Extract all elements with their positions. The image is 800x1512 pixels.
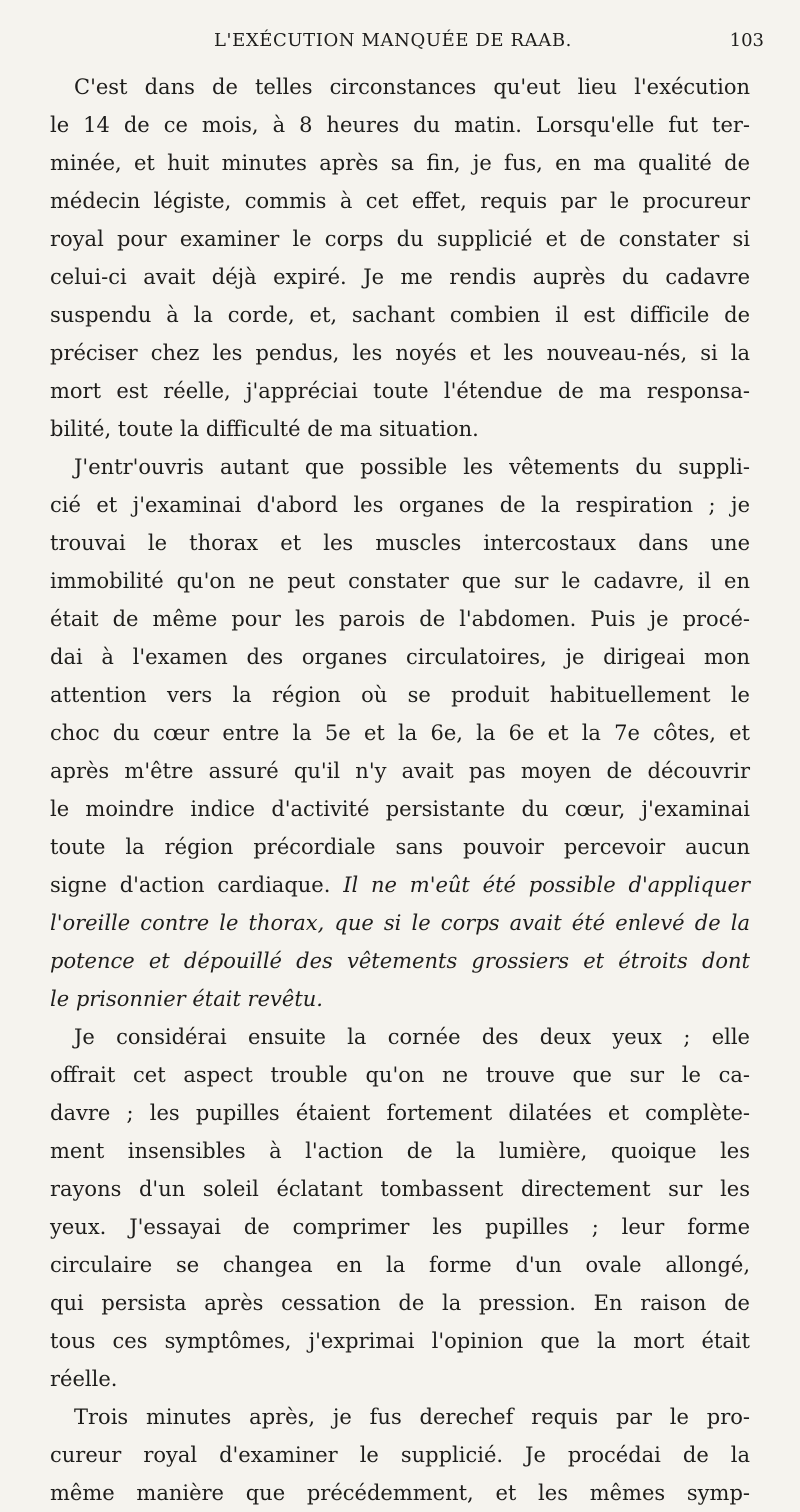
italic-run: Il ne m'eût été possible d'appliquer (343, 873, 750, 897)
text-line: yeux. J'essayai de comprimer les pupilles ; leur forme (50, 1215, 750, 1239)
text-line: l'oreille contre le thorax, que si le corps avait été enlevé de la (50, 911, 750, 935)
body-text (50, 68, 750, 1512)
text-line: cureur royal d'examiner le supplicié. Je procédai de la (50, 1443, 750, 1467)
text-line: cié et j'examinai d'abord les organes de la respiration ; je (50, 493, 750, 517)
page-number: 103 (729, 30, 764, 51)
text-line: préciser chez les pendus, les noyés et les nouveau-nés, si la (50, 341, 750, 365)
text-line: même manière que précédemment, et les mêmes symp- (50, 1481, 750, 1505)
text-line: Je considérai ensuite la cornée des deux yeux ; elle (74, 1025, 750, 1049)
text-line: potence et dépouillé des vêtements grossiers et étroits dont (50, 949, 750, 973)
text-line: royal pour examiner le corps du supplicié et de constater si (50, 227, 750, 251)
text-line: toute la région précordiale sans pouvoir percevoir aucun (50, 835, 750, 859)
text-line: était de même pour les parois de l'abdomen. Puis je procé- (50, 607, 750, 631)
text-line: tous ces symptômes, j'exprimai l'opinion que la mort était (50, 1329, 750, 1353)
text-line: rayons d'un soleil éclatant tombassent directement sur les (50, 1177, 750, 1201)
text-line: bilité, toute la difficulté de ma situation. (50, 417, 479, 441)
text-line: le 14 de ce mois, à 8 heures du matin. Lorsqu'elle fut ter- (50, 113, 750, 137)
text-line: mort est réelle, j'appréciai toute l'étendue de ma responsa- (50, 379, 750, 403)
text-line: suspendu à la corde, et, sachant combien il est difficile de (50, 303, 750, 327)
text-line: offrait cet aspect trouble qu'on ne trouve que sur le ca- (50, 1063, 750, 1087)
text-line: attention vers la région où se produit habituellement le (50, 683, 750, 707)
text-line: dai à l'examen des organes circulatoires, je dirigeai mon (50, 645, 750, 669)
text-line: réelle. (50, 1367, 118, 1391)
text-line: minée, et huit minutes après sa fin, je fus, en ma qualité de (50, 151, 750, 175)
text-line: médecin légiste, commis à cet effet, requis par le procureur (50, 189, 750, 213)
text-line: celui-ci avait déjà expiré. Je me rendis auprès du cadavre (50, 265, 750, 289)
text-line: C'est dans de telles circonstances qu'eut lieu l'exécution (74, 75, 750, 99)
text-line: immobilité qu'on ne peut constater que sur le cadavre, il en (50, 569, 750, 593)
text-line: circulaire se changea en la forme d'un ovale allongé, (50, 1253, 750, 1277)
text-run: signe d'action cardiaque. (50, 873, 344, 897)
text-line: le moindre indice d'activité persistante du cœur, j'examinai (50, 797, 750, 821)
text-line-mixed (50, 866, 750, 904)
text-line: choc du cœur entre la 5e et la 6e, la 6e et la 7e côtes, et (50, 721, 750, 745)
text-line: trouvai le thorax et les muscles intercostaux dans une (50, 531, 750, 555)
text-line: le prisonnier était revêtu. (50, 987, 323, 1011)
text-line: ment insensibles à l'action de la lumière, quoique les (50, 1139, 750, 1163)
text-line: après m'être assuré qu'il n'y avait pas moyen de découvrir (50, 759, 750, 783)
text-line: davre ; les pupilles étaient fortement dilatées et complète- (50, 1101, 750, 1125)
running-header (64, 30, 764, 66)
text-line: qui persista après cessation de la pression. En raison de (50, 1291, 750, 1315)
text-line: Trois minutes après, je fus derechef requis par le pro- (74, 1405, 750, 1429)
running-title: L'EXÉCUTION MANQUÉE DE RAAB. (214, 30, 572, 51)
text-line: J'entr'ouvris autant que possible les vêtements du suppli- (74, 455, 750, 479)
